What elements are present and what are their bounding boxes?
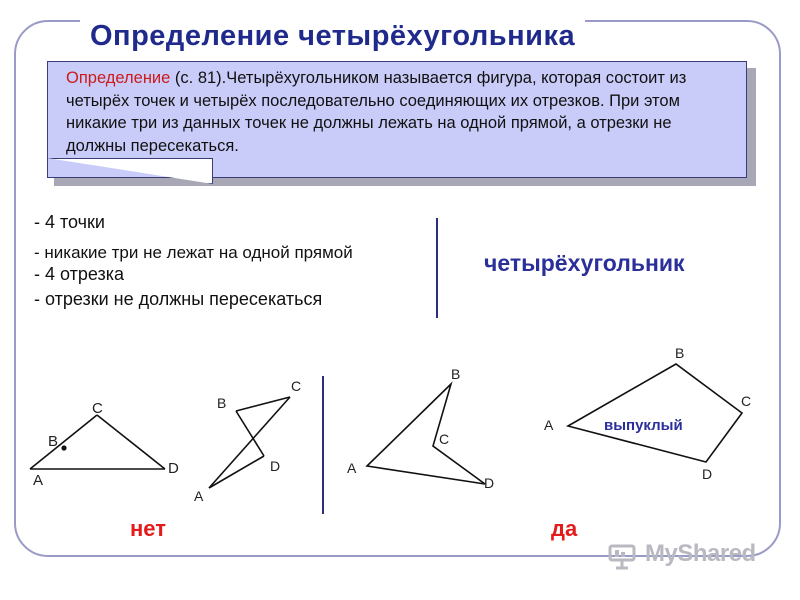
definition-lead: Определение — [66, 69, 171, 87]
yes-label: да — [551, 516, 578, 541]
fig4-label-d: D — [702, 466, 713, 482]
definition-text: (с. 81).Четырёхугольником называется фигура, которая состоит из четырёх точек и четырёх последовательно соединяющих их отрезков. При этом никакие три из данных точек не должны лежать на одной прямой, а отрезки не должны пересекаться. — [66, 69, 687, 155]
page-title: Определение четырёхугольника — [80, 20, 585, 53]
fig2-segment-db — [236, 411, 264, 456]
logo-text: MyShared — [645, 540, 756, 567]
figure-convex — [568, 364, 742, 462]
convex-label: выпуклый — [604, 417, 683, 434]
fig1-point-b — [61, 445, 66, 450]
fig4-label-b: B — [675, 345, 685, 361]
fig3-label-a: A — [347, 460, 357, 476]
fig1-label-c: C — [92, 400, 103, 417]
fig2-segment-bc — [236, 397, 290, 411]
fig2-label-a: A — [194, 488, 204, 504]
fig1-label-a: A — [33, 472, 44, 489]
criterion-segments: - 4 отрезка — [34, 264, 125, 284]
fig4-label-c: C — [741, 393, 752, 409]
fig2-label-d: D — [270, 458, 281, 474]
no-label: нет — [130, 516, 167, 541]
fig1-segment-cd — [97, 415, 165, 469]
criterion-no-three-collinear: - никакие три не лежат на одной прямой — [34, 243, 353, 262]
fig1-label-d: D — [168, 460, 179, 477]
criterion-no-intersection: - отрезки не должны пересекаться — [34, 289, 323, 309]
fig2-label-b: B — [217, 395, 227, 411]
result-label: четырёхугольник — [484, 250, 685, 276]
criterion-points: - 4 точки — [34, 212, 105, 232]
myshared-logo — [607, 538, 767, 572]
fig1-segment-ac — [30, 415, 97, 469]
fig3-label-d: D — [484, 475, 495, 491]
figure-concave — [367, 384, 485, 484]
fig2-segment-ad — [209, 456, 264, 488]
fig4-label-a: A — [544, 417, 554, 433]
fig3-label-b: B — [451, 366, 461, 382]
fig4-polygon — [568, 364, 742, 462]
figures-divider — [322, 376, 324, 514]
fig2-label-c: C — [291, 378, 302, 394]
fig1-label-b: B — [48, 433, 59, 450]
fig3-polygon — [367, 384, 485, 484]
fig3-label-c: C — [439, 431, 450, 447]
logo-icon — [607, 538, 641, 572]
